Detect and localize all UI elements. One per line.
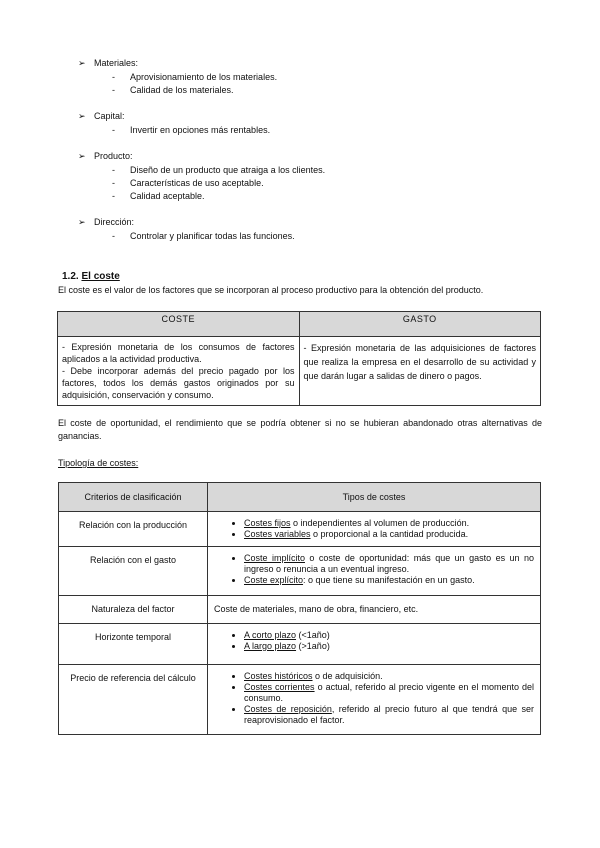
criterion-cell: Naturaleza del factor xyxy=(59,596,208,624)
list-item: - Controlar y planificar todas las funciones. xyxy=(112,231,295,241)
factor-group-direccion xyxy=(78,216,295,243)
section-intro: El coste es el valor de los factores que se incorporan al proceso productivo para la obtención del producto. xyxy=(58,285,484,295)
header-types: Tipos de costes xyxy=(208,483,541,512)
list-item: - Diseño de un producto que atraiga a los clientes. xyxy=(112,165,326,175)
table-row xyxy=(59,665,541,735)
gasto-description: - Expresión monetaria de las adquisiciones de factores que realiza la empresa en el desarrollo de su actividad y que darán lugar a salidas de dinero o pagos. xyxy=(299,337,541,406)
list-item: • Costes variables o proporcional a la cantidad producida. xyxy=(244,529,534,540)
criterion-cell: Relación con la producción xyxy=(59,512,208,547)
criterion-cell: Horizonte temporal xyxy=(59,624,208,665)
cost-types-table xyxy=(58,482,541,735)
list-item: - Aprovisionamiento de los materiales. xyxy=(112,72,278,82)
factor-label: Producto: xyxy=(94,151,133,161)
list-item: • A corto plazo (<1año) xyxy=(244,630,534,641)
types-cell xyxy=(208,624,541,665)
factor-group-materiales xyxy=(78,57,277,97)
table-row xyxy=(59,547,541,596)
list-item: • A largo plazo (>1año) xyxy=(244,641,534,652)
criterion-cell: Relación con el gasto xyxy=(59,547,208,596)
types-cell xyxy=(208,547,541,596)
section-heading: 1.2. El coste xyxy=(62,271,120,282)
coste-gasto-table xyxy=(57,311,541,406)
factor-group-producto xyxy=(78,150,325,203)
list-item: • Coste implícito o coste de oportunidad: más que un gasto es un no ingreso o renuncia a un eventual ingreso. xyxy=(244,553,534,575)
factor-label: Materiales: xyxy=(94,58,139,68)
table-row xyxy=(59,624,541,665)
opportunity-cost-paragraph: El coste de oportunidad, el rendimiento que se podría obtener si no se hubieran abandonado otras alternativas de ganancias. xyxy=(58,418,542,441)
list-item: - Características de uso aceptable. xyxy=(112,178,264,188)
list-item: • Costes corrientes o actual, referido al precio vigente en el momento del consumo. xyxy=(244,682,534,704)
arrow-bullet-icon: ➢ xyxy=(78,58,86,68)
table-header-coste: COSTE xyxy=(58,312,300,337)
table-row xyxy=(59,596,541,624)
factor-label: Dirección: xyxy=(94,217,135,227)
types-cell xyxy=(208,512,541,547)
factor-label: Capital: xyxy=(94,111,125,121)
types-cell xyxy=(208,665,541,735)
criterion-cell: Precio de referencia del cálculo xyxy=(59,665,208,735)
table-header-gasto: GASTO xyxy=(299,312,541,337)
list-item: • Coste explícito: o que tiene su manifestación en un gasto. xyxy=(244,575,534,586)
table-row xyxy=(59,512,541,547)
tipologia-heading: Tipología de costes: xyxy=(58,458,139,468)
list-item: - Calidad aceptable. xyxy=(112,191,205,201)
types-cell: Coste de materiales, mano de obra, financiero, etc. xyxy=(208,596,541,624)
list-item: • Costes fijos o independientes al volumen de producción. xyxy=(244,518,534,529)
list-item: - Invertir en opciones más rentables. xyxy=(112,125,271,135)
header-criteria: Criterios de clasificación xyxy=(59,483,208,512)
list-item: • Costes de reposición, referido al precio futuro al que tendrá que ser reaprovisionado el factor. xyxy=(244,704,534,726)
factor-group-capital xyxy=(78,110,270,137)
list-item: • Costes históricos o de adquisición. xyxy=(244,671,534,682)
list-item: - Calidad de los materiales. xyxy=(112,85,234,95)
arrow-bullet-icon: ➢ xyxy=(78,151,86,161)
coste-description: - Expresión monetaria de los consumos de factores aplicados a la actividad productiva. - Debe incorporar además del precio pagado por los factores, todos los demás gastos originados por su adquisición, conservación y consumo. xyxy=(58,337,300,406)
arrow-bullet-icon: ➢ xyxy=(78,217,86,227)
arrow-bullet-icon: ➢ xyxy=(78,111,86,121)
